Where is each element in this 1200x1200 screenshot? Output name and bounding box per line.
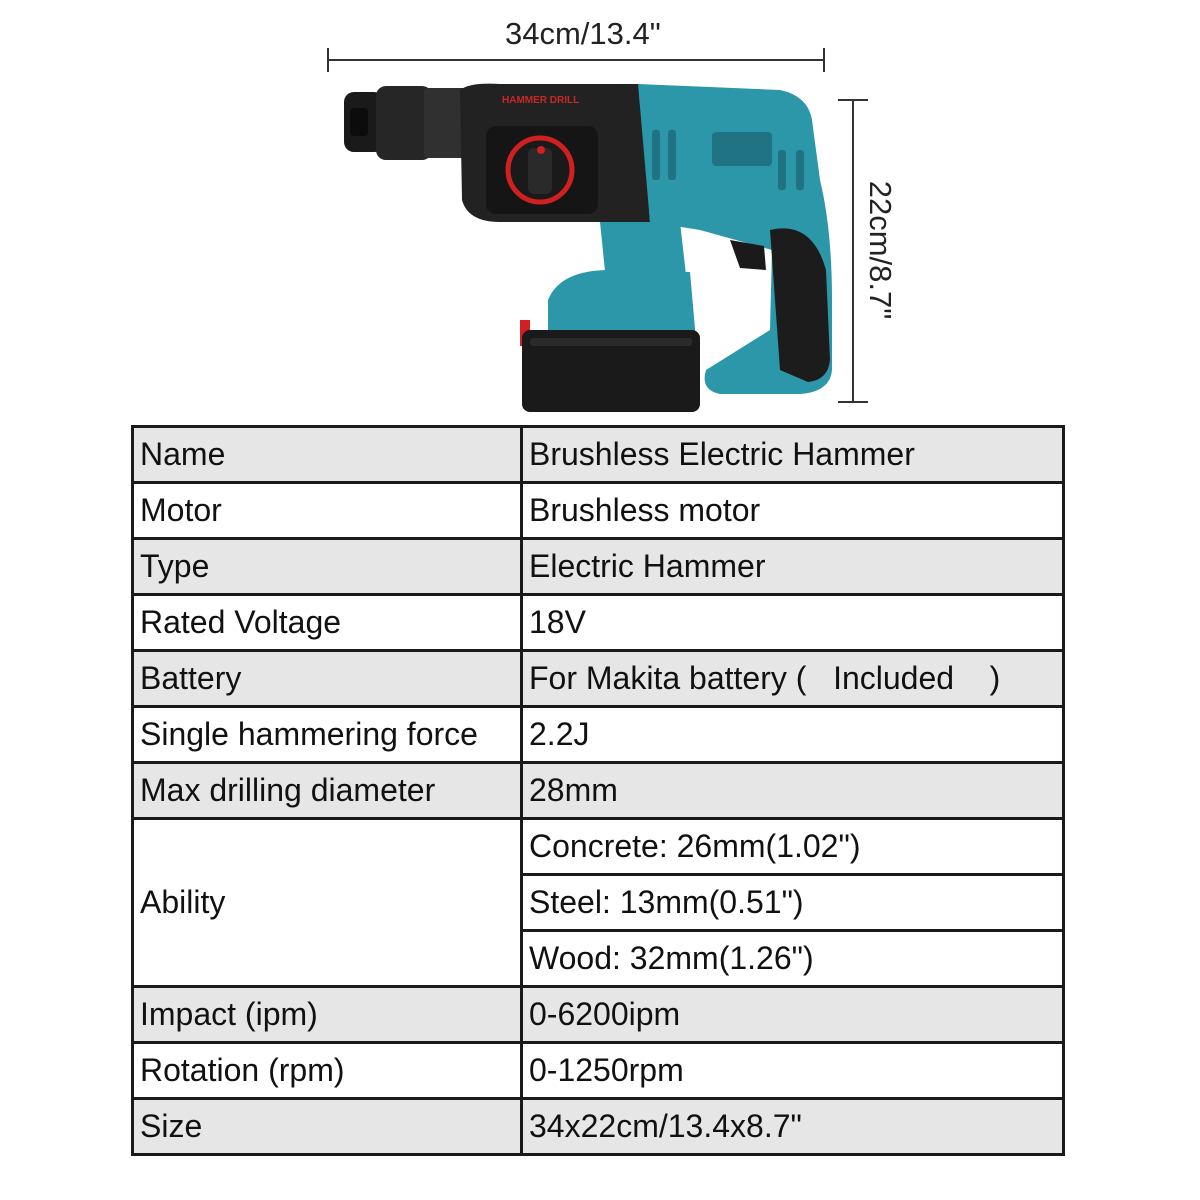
- spec-value-wood: Wood: 32mm(1.26"): [522, 931, 1064, 987]
- table-row: [133, 763, 1064, 819]
- spec-label: Motor: [133, 483, 522, 539]
- spec-value: Brushless Electric Hammer: [522, 427, 1064, 483]
- height-dimension-line: [838, 100, 868, 402]
- spec-label: Battery: [133, 651, 522, 707]
- drill-chuck: [344, 86, 468, 160]
- spec-value-steel: Steel: 13mm(0.51"): [522, 875, 1064, 931]
- table-row: [133, 651, 1064, 707]
- battery-pack: [520, 270, 700, 412]
- hammer-drill-brand: HAMMER DRILL: [502, 95, 580, 106]
- spec-label: Rotation (rpm): [133, 1043, 522, 1099]
- table-row: [133, 427, 1064, 483]
- table-row: [133, 1099, 1064, 1155]
- spec-value: Electric Hammer: [522, 539, 1064, 595]
- spec-label: Size: [133, 1099, 522, 1155]
- spec-value: Brushless motor: [522, 483, 1064, 539]
- spec-value: For Makita battery ( Included ): [522, 651, 1064, 707]
- spec-table: [131, 425, 1065, 1156]
- spec-value: 2.2J: [522, 707, 1064, 763]
- spec-value-concrete: Concrete: 26mm(1.02"): [522, 819, 1064, 875]
- mode-selector-dial-icon: [486, 126, 598, 214]
- spec-value: 34x22cm/13.4x8.7": [522, 1099, 1064, 1155]
- table-row: [133, 987, 1064, 1043]
- table-row: [133, 819, 1064, 875]
- spec-value: 0-6200ipm: [522, 987, 1064, 1043]
- spec-value: 28mm: [522, 763, 1064, 819]
- spec-label: Single hammering force: [133, 707, 522, 763]
- table-row: [133, 707, 1064, 763]
- spec-label: Type: [133, 539, 522, 595]
- spec-label: Max drilling diameter: [133, 763, 522, 819]
- spec-label: Name: [133, 427, 522, 483]
- width-dimension-line: [328, 48, 824, 72]
- hammer-drill-image: [0, 0, 1200, 420]
- width-dimension-label: 34cm/13.4": [505, 16, 661, 51]
- spec-label: Rated Voltage: [133, 595, 522, 651]
- table-row: [133, 483, 1064, 539]
- table-row: [133, 1043, 1064, 1099]
- spec-value: 18V: [522, 595, 1064, 651]
- table-row: [133, 595, 1064, 651]
- height-dimension-label: 22cm/8.7": [863, 180, 898, 320]
- table-row: [133, 539, 1064, 595]
- spec-value: 0-1250rpm: [522, 1043, 1064, 1099]
- spec-label: Impact (ipm): [133, 987, 522, 1043]
- spec-label-ability: Ability: [133, 819, 522, 987]
